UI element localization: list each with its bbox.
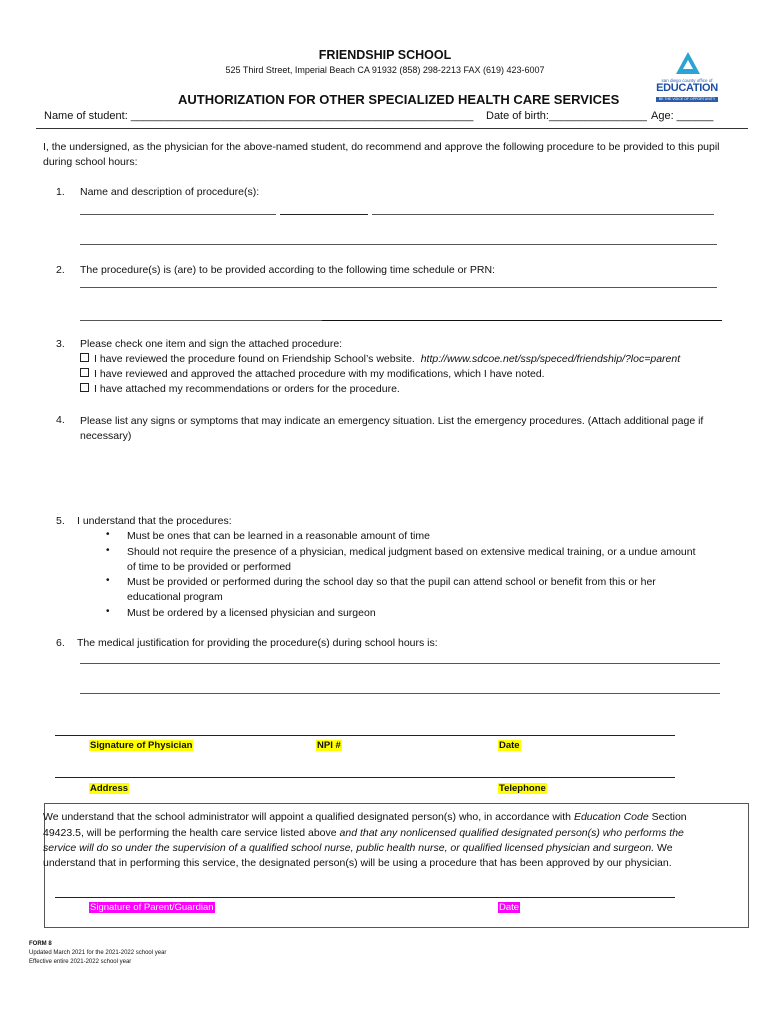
sdcoe-logo [652, 52, 722, 108]
bullet-icon: • [106, 529, 110, 540]
schedule-line-1[interactable] [80, 287, 717, 288]
option-attached-row [80, 383, 400, 395]
option-website-checkbox[interactable] [80, 353, 89, 362]
justification-line-1[interactable] [80, 663, 720, 664]
telephone-label: Telephone [499, 783, 546, 794]
logo-tagline: BE THE VOICE OF OPPORTUNITY [656, 97, 718, 102]
bullet-text: Must be provided or performed during the school day so that the pupil can attend school or benefit from this or her [127, 576, 656, 588]
website-link[interactable]: http://www.sdcoe.net/ssp/speced/friendship/?loc=parent [420, 353, 681, 365]
bullet-text: Should not require the presence of a physician, medical judgment based on extensive medical training, or a undue amount [127, 546, 696, 558]
schedule-line-2a[interactable] [80, 320, 322, 321]
effective-note: Effective entire 2021-2022 school year [29, 959, 132, 965]
updated-note: Updated March 2021 for the 2021-2022 school year [29, 950, 167, 956]
parent-line-1: We understand that the school administrator will appoint a qualified designated person(s) who, in accordance with Education Code Section [43, 811, 687, 823]
item-number: 6. [56, 637, 65, 649]
option-website-row [80, 353, 680, 365]
option-attached-checkbox[interactable] [80, 383, 89, 392]
option-modified-checkbox[interactable] [80, 368, 89, 377]
date-of-birth-field[interactable]: Date of birth:________________ [486, 110, 647, 122]
option-modified-label: I have reviewed and approved the attached procedure with my modifications, which I have noted. [94, 368, 545, 380]
bullet-text: Must be ordered by a licensed physician and surgeon [127, 607, 376, 619]
address-line[interactable] [55, 777, 675, 778]
option-modified-row [80, 368, 545, 380]
physician-signature-line[interactable] [55, 735, 675, 736]
understand-label: I understand that the procedures: [77, 515, 232, 527]
student-name-field[interactable]: Name of student: ________________________________________________________ [44, 110, 474, 122]
procedure-name-label: Name and description of procedure(s): [80, 186, 260, 198]
item-number: 4. [56, 414, 65, 426]
parent-line-3: service will do so under the supervision of a qualified school nurse, public health nurse, or qualified licensed physician and surgeon. We [43, 842, 673, 854]
procedure-line-1b[interactable] [280, 214, 368, 215]
item-number: 3. [56, 338, 65, 350]
check-one-label: Please check one item and sign the attached procedure: [80, 338, 343, 350]
bullet-icon: • [106, 545, 110, 556]
procedure-line-1a[interactable] [80, 214, 276, 215]
bullet-text: Must be ones that can be learned in a reasonable amount of time [127, 530, 430, 542]
item-number: 2. [56, 264, 65, 276]
bullet-text: of time to be provided or performed [127, 561, 292, 573]
school-address: 525 Third Street, Imperial Beach CA 91932 (858) 298-2213 FAX (619) 423-6007 [225, 65, 545, 75]
schedule-line-2b[interactable] [322, 320, 722, 321]
schedule-label: The procedure(s) is (are) to be provided according to the following time schedule or PRN: [80, 264, 495, 276]
form-title: AUTHORIZATION FOR OTHER SPECIALIZED HEALTH CARE SERVICES [178, 92, 620, 107]
parent-signature-label: Signature of Parent/Guardian [90, 902, 214, 913]
item-number: 1. [56, 186, 65, 198]
date-label: Date [499, 740, 520, 751]
school-name: FRIENDSHIP SCHOOL [318, 48, 452, 62]
address-label: Address [90, 783, 129, 794]
bullet-text: educational program [127, 591, 223, 603]
intro-paragraph: I, the undersigned, as the physician for the above-named student, do recommend and approve the following procedure to be provided to this pupil during school hours: [43, 141, 720, 168]
bullet-icon: • [106, 575, 110, 586]
parent-signature-line[interactable] [55, 897, 675, 898]
item-number: 5. [56, 515, 65, 527]
age-field[interactable]: Age: ______ [651, 110, 714, 122]
logo-education-text: EDUCATION [656, 82, 718, 94]
parent-line-4: understand that in performing this service, the designated person(s) will be using a procedure that has been approved by our physician. [43, 857, 672, 869]
justification-label: The medical justification for providing the procedure(s) during school hours is: [77, 637, 438, 649]
option-attached-label: I have attached my recommendations or orders for the procedure. [94, 383, 400, 395]
parent-date-label: Date [499, 902, 520, 913]
parent-line-2: 49423.5, will be performing the health care service listed above and that any nonlicensed qualified designated person(s) who performs the [43, 827, 684, 839]
npi-label: NPI # [317, 740, 341, 751]
option-website-label: I have reviewed the procedure found on Friendship School’s website. [94, 353, 415, 365]
procedure-line-1c[interactable] [372, 214, 714, 215]
logo-subtext: san diego county office of [661, 78, 713, 83]
signature-of-physician-label: Signature of Physician [90, 740, 193, 751]
emergency-label: Please list any signs or symptoms that may indicate an emergency situation. List the emergency procedures. (Attach additional page if necessary) [80, 415, 704, 442]
justification-line-2[interactable] [80, 693, 720, 694]
header-divider [36, 128, 748, 129]
procedure-line-2[interactable] [80, 244, 717, 245]
form-number: FORM 8 [29, 941, 52, 947]
bullet-icon: • [106, 606, 110, 617]
